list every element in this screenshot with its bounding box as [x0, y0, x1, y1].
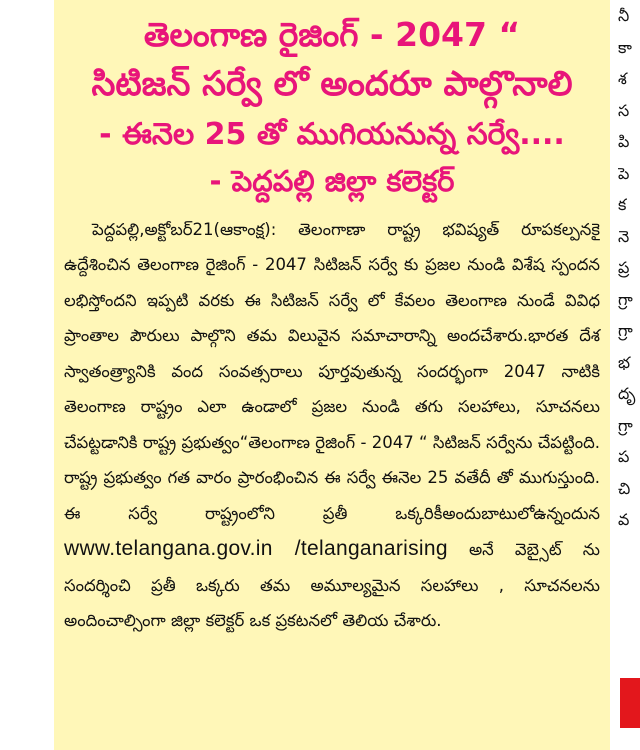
- adjacent-column-line: గ్రా: [618, 415, 633, 435]
- website-url: www.telangana.gov.in /telanganarising: [64, 537, 448, 560]
- red-heading-fragment: [620, 678, 640, 728]
- body-text-part-2: అనే వెబ్సైట్ ను సందర్శించి ప్రతీ ఒక్కరు తమ అమూల్యమైన సలహాలు , సూచనలను అందించాల్సింగా జిల్లా కలెక్టర్ ఒక ప్రకటనలో తెలియ చేశారు.: [64, 540, 600, 630]
- adjacent-column-line: ప్ర: [618, 258, 630, 277]
- body-text-part-1: పెద్దపల్లి,అక్టోబర్21(ఆకాంక్ష): తెలంగాణా రాష్ట్ర భవిష్యత్ రూపకల్పనకై ఉద్దేశించిన తెలంగాణ రైజింగ్ - 2047 సిటిజన్ సర్వే కు ప్రజల నుండి విశేష స్పందన లభిస్తోందని ఇప్పటి వరకు ఈ సిటిజన్ సర్వే లో కేవలం తెలంగాణ నుండే వివిధ ప్రాంతాల పౌరులు పాల్గొని తమ విలువైన సమాచారాన్ని అందచేశారు.భారత దేశ స్వాతంత్ర్యానికి వంద సంవత్సరాలు పూర్తవుతున్న సందర్భంగా 2047 నాటికి తెలంగాణ రాష్ట్రం ఎలా ఉండాలో ప్రజల నుండి తగు సలహాలు, సూచనలు చేపట్టడానికి రాష్ట్ర ప్రభుత్వం“తెలంగాణ రైజింగ్ - 2047 “ సిటిజన్ సర్వేను చేపట్టింది. రాష్ట్ర ప్రభుత్వం గత వారం ప్రారంభించిన ఈ సర్వే ఈనెల 25 వతేదీ తో ముగుస్తుంది. ఈ సర్వే రాష్ట్రంలోని ప్రతీ ఒక్కరికీఅందుబాటులోఉన్నందున: [64, 219, 600, 523]
- article-body: [64, 212, 600, 639]
- adjacent-column-line: భ: [618, 352, 631, 372]
- headline-line-3: - ఈనెల 25 తో ముగియనున్న సర్వే....: [99, 116, 565, 152]
- adjacent-column-line: నీ: [618, 6, 630, 25]
- adjacent-column-line: దృ: [618, 384, 636, 403]
- adjacent-column-line: శ: [618, 69, 627, 88]
- adjacent-column-line: కా: [618, 37, 632, 57]
- adjacent-column-fragment: [618, 0, 640, 750]
- adjacent-column-line: చి: [618, 478, 631, 498]
- adjacent-column-line: పి: [618, 132, 630, 151]
- news-article: [54, 0, 610, 750]
- adjacent-column-line: స: [618, 100, 630, 120]
- adjacent-column-line: వ: [618, 510, 630, 529]
- headline-line-2: సిటిజన్ సర్వే లో అందరూ పాల్గొనాలి: [91, 64, 573, 105]
- headline-line-1: తెలంగాణ రైజింగ్ - 2047 “: [143, 15, 521, 54]
- adjacent-column-line: గ్రా: [618, 321, 633, 340]
- adjacent-column-line: నె: [618, 226, 630, 246]
- adjacent-column-line: ప: [618, 447, 630, 466]
- adjacent-column-line: గ్రా: [618, 289, 633, 309]
- adjacent-column-line: పె: [618, 163, 630, 183]
- adjacent-column-line: క: [618, 195, 627, 214]
- byline: - పెద్దపల్లి జిల్లా కలెక్టర్: [209, 164, 455, 199]
